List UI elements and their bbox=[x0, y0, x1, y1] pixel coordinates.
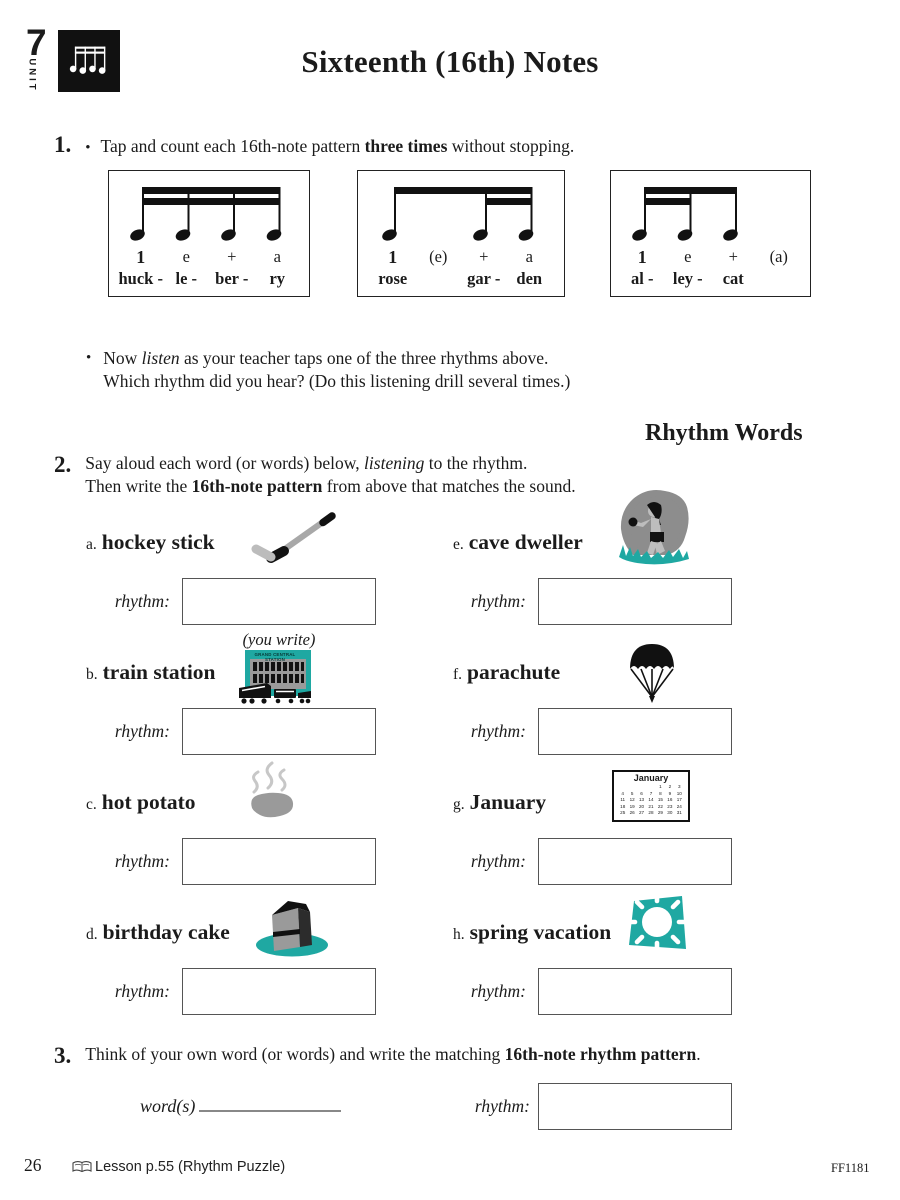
calendar-day: 2 bbox=[668, 784, 672, 789]
instruction-bold: three times bbox=[364, 136, 448, 156]
item-head bbox=[453, 530, 753, 555]
item-word: January bbox=[469, 790, 547, 814]
count: + bbox=[227, 247, 237, 266]
item-letter: b. bbox=[86, 666, 98, 683]
item-parachute bbox=[453, 660, 753, 741]
item-word: parachute bbox=[467, 660, 561, 684]
syllable bbox=[416, 269, 462, 289]
s2-l1-pre: Say aloud each word (or words) below, bbox=[85, 453, 365, 473]
you-write-note: (you write) bbox=[242, 630, 316, 649]
lesson-reference-text: Lesson p.55 (Rhythm Puzzle) bbox=[95, 1159, 286, 1175]
item-january bbox=[453, 773, 753, 871]
item-head bbox=[86, 660, 386, 685]
calendar-day: 27 bbox=[639, 810, 645, 815]
cave-dweller-icon bbox=[613, 487, 693, 569]
calendar-day: 15 bbox=[657, 797, 663, 802]
hot-potato-icon bbox=[238, 760, 300, 830]
instruction-text bbox=[85, 1043, 700, 1069]
rhythm-answer-box-b[interactable] bbox=[182, 708, 376, 755]
calendar-day: 1 bbox=[659, 784, 662, 789]
listen-bullet bbox=[86, 347, 570, 393]
s2-l2-pre: Then write the bbox=[85, 476, 192, 496]
lesson-reference bbox=[72, 1159, 285, 1175]
eighth-two-sixteenths-notation bbox=[370, 184, 552, 244]
item-letter: f. bbox=[453, 666, 463, 683]
calendar-day: 7 bbox=[649, 790, 653, 796]
rhythm-answer-box-c[interactable] bbox=[182, 838, 376, 885]
rhythm-pattern-box-2 bbox=[357, 170, 565, 297]
rhythm-answer-box-3[interactable] bbox=[538, 1083, 732, 1130]
instruction-post: without stopping. bbox=[447, 136, 575, 156]
syllable: le - bbox=[175, 269, 198, 288]
count: 1 bbox=[637, 247, 647, 267]
count: (e) bbox=[429, 247, 448, 266]
syllable: cat bbox=[722, 269, 744, 288]
s3-pre: Think of your own word (or words) and write the matching bbox=[85, 1044, 505, 1064]
page-number: 26 bbox=[24, 1155, 42, 1175]
item-hockey-stick bbox=[86, 530, 386, 649]
calendar-day: 28 bbox=[648, 810, 654, 815]
calendar-day: 12 bbox=[629, 797, 635, 802]
calendar-day: 18 bbox=[620, 803, 626, 809]
rhythm-row bbox=[86, 708, 376, 755]
catalog-code: FF1181 bbox=[831, 1161, 870, 1175]
rhythm-label: rhythm: bbox=[470, 721, 526, 741]
words-entry bbox=[140, 1094, 341, 1117]
rhythm-label: rhythm: bbox=[470, 981, 526, 1001]
item-head bbox=[453, 920, 753, 945]
listen-text bbox=[103, 347, 570, 393]
item-word: hockey stick bbox=[101, 530, 215, 554]
rhythm-row bbox=[453, 708, 732, 755]
rhythm-label: rhythm: bbox=[114, 591, 170, 611]
rhythm-row bbox=[453, 578, 732, 625]
count: + bbox=[728, 247, 738, 266]
instruction-text bbox=[101, 135, 575, 158]
s2-l1-italic: listening bbox=[364, 453, 425, 473]
counts-row bbox=[370, 247, 552, 268]
calendar-day: 31 bbox=[676, 810, 682, 815]
unit-number: 7 bbox=[26, 22, 47, 63]
calendar-day: 8 bbox=[659, 790, 662, 796]
calendar-day: 13 bbox=[639, 797, 645, 802]
calendar-day: 5 bbox=[630, 790, 634, 796]
listen-italic: listen bbox=[141, 348, 180, 368]
rhythm-answer-box-a[interactable] bbox=[182, 578, 376, 625]
calendar-day: 25 bbox=[620, 810, 626, 815]
item-word: hot potato bbox=[101, 790, 196, 814]
listen-post: as your teacher taps one of the three rhythms above. bbox=[179, 348, 549, 368]
rhythm-answer-box-h[interactable] bbox=[538, 968, 732, 1015]
item-birthday-cake bbox=[86, 920, 386, 1001]
item-train-station bbox=[86, 652, 386, 741]
hockey-stick-icon bbox=[244, 510, 340, 568]
item-cave-dweller bbox=[453, 530, 753, 611]
count: e bbox=[684, 247, 692, 266]
birthday-cake-icon bbox=[254, 895, 332, 959]
calendar-day: 10 bbox=[676, 790, 682, 796]
four-sixteenths-notation bbox=[118, 184, 300, 244]
train-station-icon bbox=[237, 650, 315, 706]
calendar-day: 30 bbox=[667, 810, 673, 815]
syllable: ry bbox=[269, 269, 286, 288]
rhythm-pattern-box-1 bbox=[108, 170, 310, 297]
words-fill-line[interactable] bbox=[199, 1094, 341, 1112]
words-row bbox=[620, 269, 802, 289]
calendar-day: 3 bbox=[678, 784, 681, 789]
calendar-day: 17 bbox=[676, 797, 682, 802]
rhythm-answer-box-g[interactable] bbox=[538, 838, 732, 885]
counts-row bbox=[118, 247, 300, 268]
s2-line2 bbox=[85, 476, 575, 496]
calendar-day: 26 bbox=[629, 810, 635, 815]
s2-l2-bold: 16th-note pattern bbox=[191, 476, 323, 496]
item-spring-vacation bbox=[453, 920, 753, 1001]
section-2-header bbox=[54, 452, 576, 498]
rhythm-words-heading: Rhythm Words bbox=[645, 420, 803, 446]
syllable: huck - bbox=[118, 269, 163, 288]
rhythm-label: rhythm: bbox=[114, 721, 170, 741]
syllable: gar - bbox=[467, 269, 501, 288]
page-title: Sixteenth (16th) Notes bbox=[301, 44, 599, 79]
calendar-day: 20 bbox=[639, 803, 645, 809]
rhythm-row bbox=[86, 578, 376, 625]
instruction-text bbox=[85, 452, 575, 498]
calendar-day: 23 bbox=[667, 803, 673, 809]
calendar-day: 19 bbox=[629, 803, 635, 809]
rhythm-row bbox=[86, 838, 376, 885]
count: 1 bbox=[388, 247, 398, 267]
syllable: ley - bbox=[672, 269, 703, 288]
calendar-day: 14 bbox=[648, 797, 654, 802]
rhythm-answer-box-e[interactable] bbox=[538, 578, 732, 625]
rhythm-label: rhythm: bbox=[114, 851, 170, 871]
section-3-header bbox=[54, 1043, 701, 1069]
instruction-pre: Tap and count each 16th-note pattern bbox=[100, 136, 365, 156]
rhythm-pattern-box-3 bbox=[610, 170, 811, 297]
sun-icon bbox=[626, 893, 690, 957]
listen-pre: Now bbox=[103, 348, 142, 368]
parachute-icon bbox=[628, 642, 676, 704]
syllable: den bbox=[516, 269, 543, 288]
item-head bbox=[453, 790, 753, 815]
rhythm-label: rhythm: bbox=[114, 981, 170, 1001]
calendar-day: 21 bbox=[648, 803, 654, 809]
section-number: 2. bbox=[54, 452, 72, 477]
words-row bbox=[118, 269, 300, 289]
item-hot-potato bbox=[86, 790, 386, 871]
s2-line1 bbox=[85, 453, 527, 473]
calendar-title: January bbox=[633, 773, 669, 783]
item-letter: d. bbox=[86, 926, 98, 943]
calendar-day: 24 bbox=[676, 803, 682, 809]
item-letter: h. bbox=[453, 926, 465, 943]
bullet: • bbox=[86, 350, 92, 366]
section-number: 3. bbox=[54, 1043, 72, 1068]
station-sign-text: GRAND CENTRAL STATION bbox=[254, 652, 296, 662]
item-word: train station bbox=[102, 660, 216, 684]
syllable bbox=[756, 269, 802, 289]
item-letter: c. bbox=[86, 796, 97, 813]
counts-row bbox=[620, 247, 802, 268]
item-word: cave dweller bbox=[468, 530, 583, 554]
item-letter: e. bbox=[453, 536, 464, 553]
s2-l2-post: from above that matches the sound. bbox=[322, 476, 576, 496]
syllable: ber - bbox=[215, 269, 249, 288]
calendar-day: 22 bbox=[657, 803, 663, 809]
calendar-day: 29 bbox=[657, 810, 663, 815]
rhythm-answer-box-f[interactable] bbox=[538, 708, 732, 755]
calendar-day: 6 bbox=[640, 790, 643, 796]
item-head bbox=[86, 530, 386, 555]
count: + bbox=[479, 247, 489, 266]
rhythm-row bbox=[453, 838, 732, 885]
count: e bbox=[182, 247, 190, 266]
listen-line1 bbox=[103, 348, 548, 368]
calendar-day: 11 bbox=[620, 797, 626, 802]
item-word: spring vacation bbox=[469, 920, 612, 944]
item-head bbox=[453, 660, 753, 685]
calendar-day: 9 bbox=[668, 790, 672, 796]
words-row bbox=[370, 269, 552, 289]
section-number: 1. bbox=[54, 132, 72, 157]
unit-label: UNIT bbox=[26, 58, 38, 93]
rhythm-label: rhythm: bbox=[470, 591, 526, 611]
calendar-day: 4 bbox=[621, 790, 624, 796]
rhythm-answer-box-d[interactable] bbox=[182, 968, 376, 1015]
two-sixteenths-eighth-notation bbox=[620, 184, 802, 244]
s3-bold: 16th-note rhythm pattern bbox=[504, 1044, 697, 1064]
item-head bbox=[86, 920, 386, 945]
item-head bbox=[86, 790, 386, 815]
s2-l1-post: to the rhythm. bbox=[424, 453, 528, 473]
syllable: rose bbox=[378, 269, 408, 288]
words-label: word(s) bbox=[140, 1096, 196, 1116]
count: a bbox=[525, 247, 533, 266]
rhythm-row bbox=[453, 968, 732, 1015]
item-letter: a. bbox=[86, 536, 97, 553]
calendar-grid bbox=[614, 784, 688, 817]
count: a bbox=[273, 247, 281, 266]
section-1-header bbox=[54, 132, 574, 158]
rhythm-label: rhythm: bbox=[474, 1096, 530, 1116]
book-icon bbox=[72, 1160, 92, 1174]
rhythm-row bbox=[86, 968, 376, 1015]
rhythm-label: rhythm: bbox=[470, 851, 526, 871]
item-word: birthday cake bbox=[102, 920, 230, 944]
s3-post: . bbox=[696, 1044, 701, 1064]
count: 1 bbox=[136, 247, 146, 267]
calendar-icon bbox=[612, 770, 690, 822]
listen-line2: Which rhythm did you hear? (Do this listening drill several times.) bbox=[103, 371, 571, 391]
syllable: al - bbox=[631, 269, 654, 288]
item-letter: g. bbox=[453, 796, 465, 813]
bullet: • bbox=[85, 140, 91, 156]
count: (a) bbox=[769, 247, 788, 266]
calendar-day: 16 bbox=[667, 797, 673, 802]
